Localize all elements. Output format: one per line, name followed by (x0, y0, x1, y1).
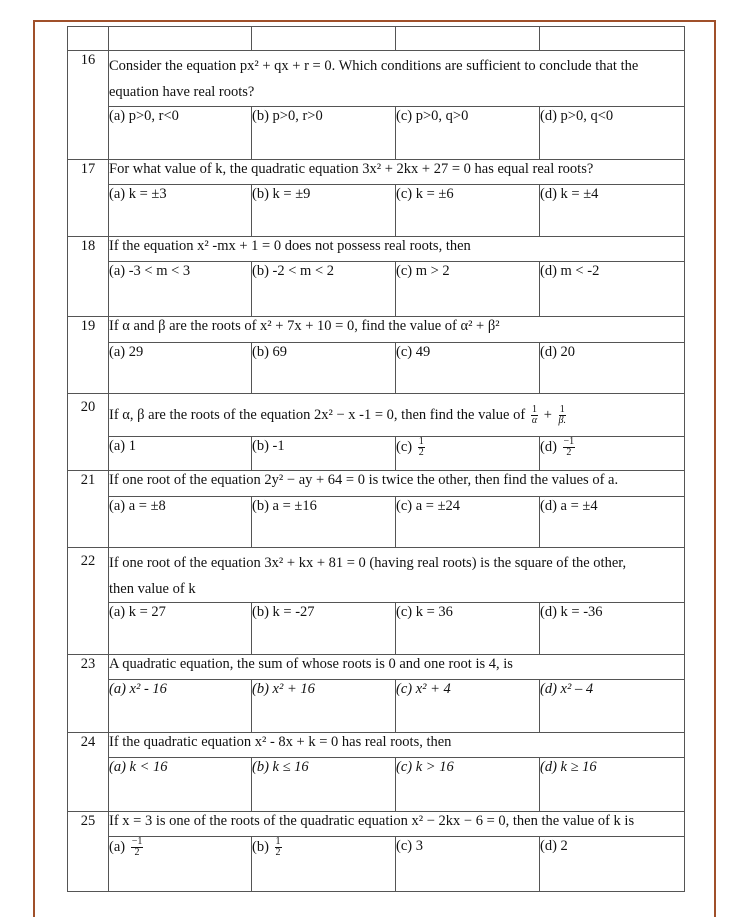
option-d: (d) a = ±4 (540, 497, 685, 548)
header-cell (396, 27, 540, 51)
fraction-numerator: −1 (131, 836, 143, 847)
option-a: (a) 1 (109, 437, 252, 471)
question-text (109, 548, 685, 603)
question-prefix: If α, β are the roots of the equation 2x² − x -1 = 0, then find the value of (109, 406, 526, 423)
option-fraction (418, 437, 425, 458)
question-row-22 (68, 548, 685, 603)
question-text (109, 51, 685, 107)
option-a: (a) k = 27 (109, 603, 252, 655)
fraction-denominator: 2 (566, 447, 572, 458)
options-row-20 (68, 437, 685, 471)
option-label: (a) (109, 838, 126, 855)
question-text: If the quadratic equation x² - 8x + k = 0 has real roots, then (109, 733, 685, 758)
question-line: then value of k (109, 581, 196, 597)
options-row-25 (68, 837, 685, 892)
question-row-17 (68, 160, 685, 185)
option-a: (a) 29 (109, 343, 252, 394)
question-number: 18 (68, 237, 109, 317)
question-row-20 (68, 394, 685, 437)
question-row-24 (68, 733, 685, 758)
question-text: If α and β are the roots of x² + 7x + 10 = 0, find the value of α² + β² (109, 317, 685, 343)
option-c: (c) 49 (396, 343, 540, 394)
header-cell (252, 27, 396, 51)
question-number: 24 (68, 733, 109, 812)
question-text: A quadratic equation, the sum of whose roots is 0 and one root is 4, is (109, 655, 685, 680)
option-c (396, 437, 540, 471)
fraction-numerator: 1 (418, 436, 424, 447)
options-row-16 (68, 107, 685, 160)
question-number: 17 (68, 160, 109, 237)
option-fraction (563, 437, 576, 458)
option-b: (b) k = -27 (252, 603, 396, 655)
fraction-numerator: 1 (275, 836, 281, 847)
fraction-one-over-beta (558, 405, 567, 426)
options-row-24 (68, 758, 685, 812)
option-label: (d) (540, 438, 557, 455)
option-label: (b) (252, 838, 269, 855)
option-fraction (131, 837, 144, 858)
option-a: (a) x² - 16 (109, 680, 252, 733)
question-number: 25 (68, 812, 109, 892)
fraction-denominator: α (531, 414, 538, 426)
option-d (540, 437, 685, 471)
option-c: (c) x² + 4 (396, 680, 540, 733)
option-a (109, 837, 252, 892)
option-d: (d) 2 (540, 837, 685, 892)
question-row-19 (68, 317, 685, 343)
option-c: (c) k = ±6 (396, 185, 540, 237)
question-text: If x = 3 is one of the roots of the quadratic equation x² − 2kx − 6 = 0, then the value of k is (109, 812, 685, 837)
question-number: 22 (68, 548, 109, 655)
option-b: (b) p>0, r>0 (252, 107, 396, 160)
plus-sign: + (543, 406, 552, 423)
option-c: (c) m > 2 (396, 262, 540, 317)
options-row-23 (68, 680, 685, 733)
header-row (68, 27, 685, 51)
question-text: For what value of k, the quadratic equation 3x² + 2kx + 27 = 0 has equal real roots? (109, 160, 685, 185)
option-a: (a) p>0, r<0 (109, 107, 252, 160)
option-b: (b) 69 (252, 343, 396, 394)
option-d: (d) k ≥ 16 (540, 758, 685, 812)
option-d: (d) p>0, q<0 (540, 107, 685, 160)
question-row-16 (68, 51, 685, 107)
options-row-21 (68, 497, 685, 548)
options-row-18 (68, 262, 685, 317)
question-row-18 (68, 237, 685, 262)
options-row-22 (68, 603, 685, 655)
mcq-table (67, 26, 685, 892)
option-d: (d) x² – 4 (540, 680, 685, 733)
option-c: (c) 3 (396, 837, 540, 892)
question-line: If one root of the equation 3x² + kx + 81 = 0 (having real roots) is the square of the other, (109, 555, 627, 571)
option-d: (d) m < -2 (540, 262, 685, 317)
header-cell (109, 27, 252, 51)
fraction-denominator: β. (558, 414, 566, 426)
option-a: (a) k = ±3 (109, 185, 252, 237)
options-row-19 (68, 343, 685, 394)
question-text: If one root of the equation 2y² − ay + 64 = 0 is twice the other, then find the values of a. (109, 471, 685, 497)
fraction-numerator: 1 (531, 403, 537, 415)
question-number: 19 (68, 317, 109, 394)
options-row-17 (68, 185, 685, 237)
question-number: 23 (68, 655, 109, 733)
fraction-numerator: 1 (559, 403, 565, 415)
option-c: (c) k = 36 (396, 603, 540, 655)
option-b: (b) a = ±16 (252, 497, 396, 548)
fraction-denominator: 2 (418, 447, 424, 458)
option-b: (b) k ≤ 16 (252, 758, 396, 812)
fraction-one-over-alpha (531, 405, 538, 426)
question-line: Consider the equation px² + qx + r = 0. Which conditions are sufficient to conclude that the (109, 58, 639, 74)
option-b: (b) -1 (252, 437, 396, 471)
option-a: (a) -3 < m < 3 (109, 262, 252, 317)
option-d: (d) k = ±4 (540, 185, 685, 237)
option-d: (d) k = -36 (540, 603, 685, 655)
question-number: 20 (68, 394, 109, 471)
option-label: (c) (396, 438, 413, 455)
option-c: (c) p>0, q>0 (396, 107, 540, 160)
option-b: (b) -2 < m < 2 (252, 262, 396, 317)
question-text: If the equation x² -mx + 1 = 0 does not possess real roots, then (109, 237, 685, 262)
fraction-denominator: 2 (134, 847, 140, 858)
header-cell (68, 27, 109, 51)
option-b (252, 837, 396, 892)
option-fraction (275, 837, 282, 858)
option-a: (a) k < 16 (109, 758, 252, 812)
question-number: 16 (68, 51, 109, 160)
question-line: equation have real roots? (109, 84, 255, 100)
question-text (109, 394, 685, 437)
question-row-25 (68, 812, 685, 837)
option-b: (b) k = ±9 (252, 185, 396, 237)
question-number: 21 (68, 471, 109, 548)
option-c: (c) a = ±24 (396, 497, 540, 548)
header-cell (540, 27, 685, 51)
question-row-21 (68, 471, 685, 497)
option-d: (d) 20 (540, 343, 685, 394)
question-row-23 (68, 655, 685, 680)
option-b: (b) x² + 16 (252, 680, 396, 733)
fraction-numerator: −1 (563, 436, 575, 447)
fraction-denominator: 2 (275, 847, 281, 858)
option-c: (c) k > 16 (396, 758, 540, 812)
option-a: (a) a = ±8 (109, 497, 252, 548)
